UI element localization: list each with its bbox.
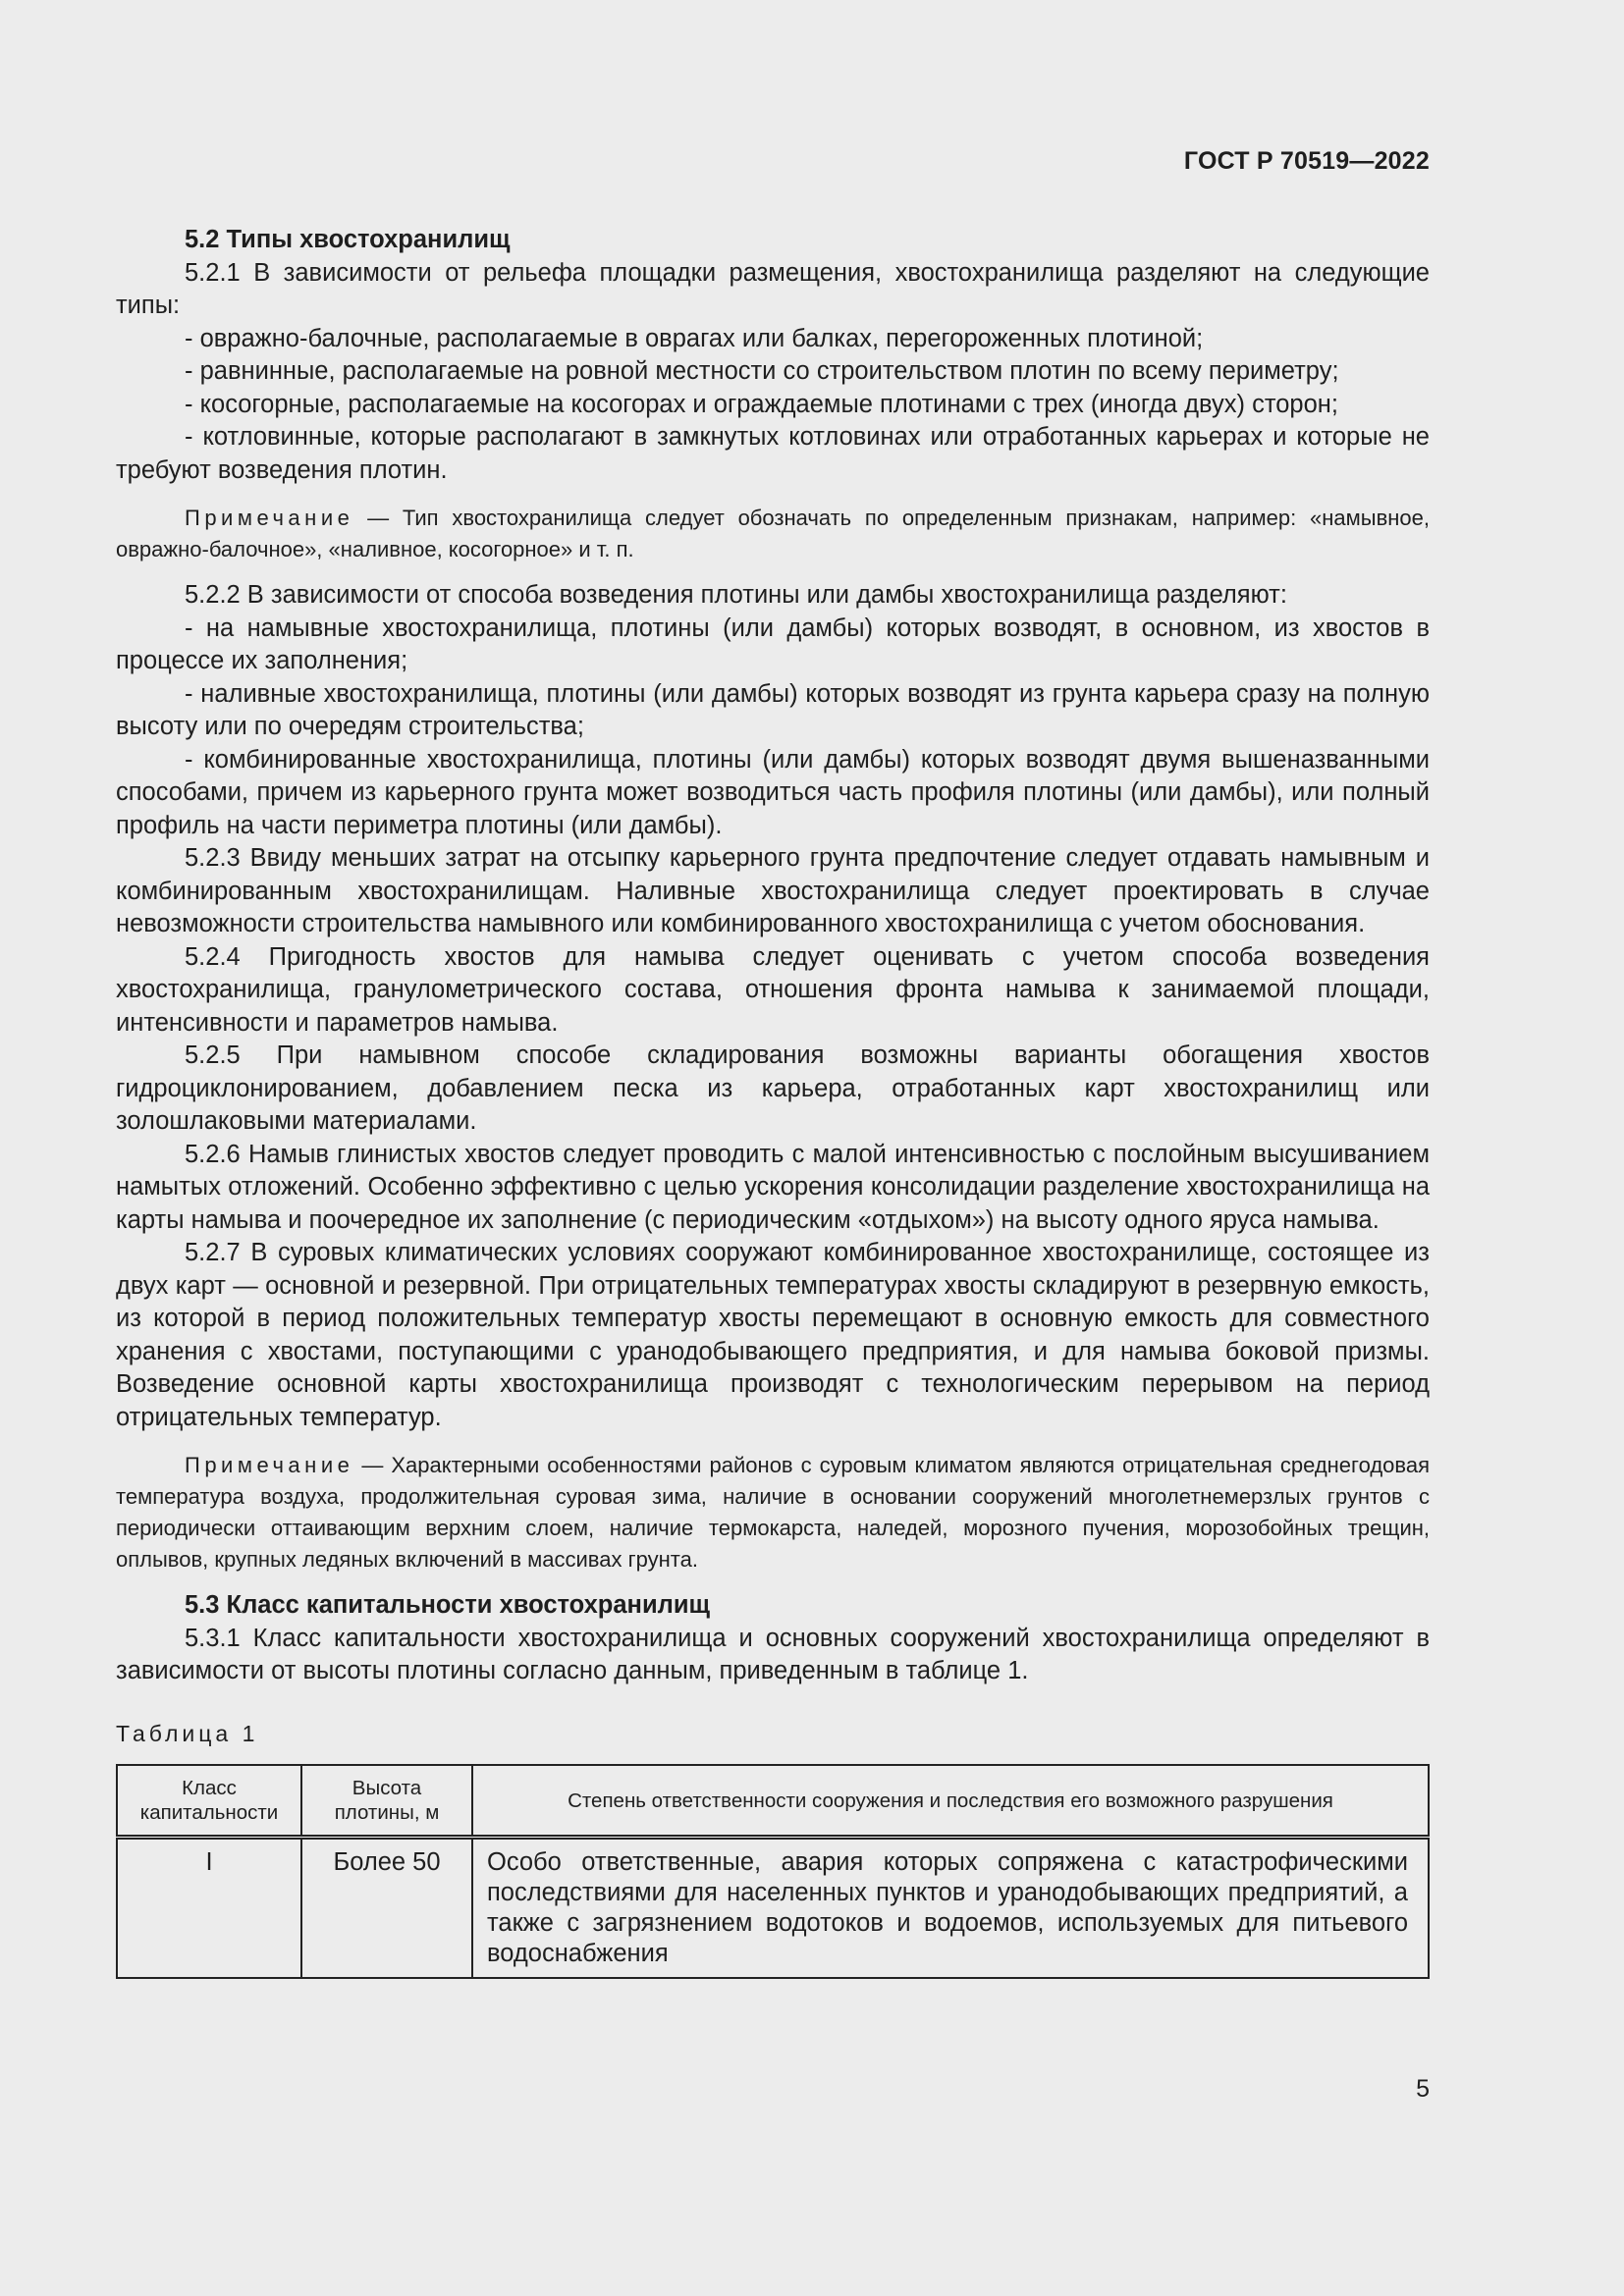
note-2 <box>116 1450 1430 1575</box>
list-item: - на намывные хвостохранилища, плотины (или дамбы) которых возводят, в основном, из хвостов в процессе их заполнения; <box>116 614 1430 674</box>
cell-height: Более 50 <box>301 1838 472 1979</box>
table-row <box>117 1838 1429 1979</box>
section-5-2-title: 5.2 Типы хвостохранилищ <box>185 226 511 253</box>
note-text: — Характерными особенностями районов с суровым климатом являются отрицательная среднегодовая температура воздуха, продолжительная суровая зима, наличие в основании сооружений многолетнемерзлых грунтов с периодически оттаивающим верхним слоем, наличие термокарста, наледей, морозного пучения, морозобойных трещин, оплывов, крупных ледяных включений в массивах грунта. <box>116 1453 1430 1572</box>
paragraph-5-2-1: 5.2.1 В зависимости от рельефа площадки размещения, хвостохранилища разделяют на следующие типы: <box>116 258 1430 319</box>
paragraph-5-2-3: 5.2.3 Ввиду меньших затрат на отсыпку карьерного грунта предпочтение следует отдавать намывным и комбинированным хвостохранилищам. Наливные хвостохранилища следует проектировать в случае невозможности строительства намывного или комбинированного хвостохранилища с учетом обоснования. <box>116 844 1430 937</box>
note-label: Примечание <box>185 1453 354 1477</box>
list-item: - косогорные, располагаемые на косогорах и ограждаемые плотинами с трех (иногда двух) сторон; <box>185 390 1338 418</box>
cell-class: I <box>117 1838 301 1979</box>
header-height: Высота плотины, м <box>301 1765 472 1838</box>
capital-class-table <box>116 1764 1430 1979</box>
paragraph-5-2-2: 5.2.2 В зависимости от способа возведения плотины или дамбы хвостохранилища разделяют: <box>185 581 1287 609</box>
list-item: - наливные хвостохранилища, плотины (или дамбы) которых возводят из грунта карьера сразу на полную высоту или по очередям строительства; <box>116 679 1430 740</box>
page-content <box>116 224 1430 1979</box>
section-5-3-title: 5.3 Класс капитальности хвостохранилищ <box>185 1591 711 1619</box>
paragraph-5-2-4: 5.2.4 Пригодность хвостов для намыва следует оценивать с учетом способа возведения хвостохранилища, гранулометрического состава, отношения фронта намыва к занимаемой площади, интенсивности и параметров намыва. <box>116 942 1430 1037</box>
list-item: - равнинные, располагаемые на ровной местности со строительством плотин по всему периметру; <box>185 357 1339 385</box>
list-item: - комбинированные хвостохранилища, плотины (или дамбы) которых возводят двумя вышеназванными способами, причем из карьерного грунта может возводиться часть профиля плотины (или дамбы), или полный профиль на части периметра плотины (или дамбы). <box>116 745 1430 839</box>
page-number: 5 <box>1416 2075 1430 2103</box>
header-responsibility: Степень ответственности сооружения и последствия его возможного разрушения <box>472 1765 1429 1838</box>
paragraph-5-2-5: 5.2.5 При намывном способе складирования возможны варианты обогащения хвостов гидроциклонированием, добавлением песка из карьера, отработанных карт хвостохранилищ или золошлаковыми материалами. <box>116 1041 1430 1135</box>
table-header-row <box>117 1765 1429 1838</box>
note-text: — Тип хвостохранилища следует обозначать по определенным признакам, например: «намывное, овражно-балочное», «наливное, косогорное» и т. п. <box>116 506 1430 561</box>
list-item: - котловинные, которые располагают в замкнутых котловинах или отработанных карьерах и которые не требуют возведения плотин. <box>116 423 1430 484</box>
note-label: Примечание <box>185 506 354 530</box>
cell-description: Особо ответственные, авария которых сопряжена с катастрофическими последствиями для населенных пунктов и уранодобывающих предприятий, а также с загрязнением водотоков и водоемов, используемых для питьевого водоснабжения <box>472 1838 1429 1979</box>
note-1 <box>116 503 1430 565</box>
table-caption: Таблица 1 <box>116 1720 259 1746</box>
list-item: - овражно-балочные, располагаемые в оврагах или балках, перегороженных плотиной; <box>185 324 1204 352</box>
paragraph-5-2-7: 5.2.7 В суровых климатических условиях сооружают комбинированное хвостохранилище, состоящее из двух карт — основной и резервной. При отрицательных температурах хвосты складируют в резервную емкость, из которой в период положительных температур хвосты перемещают в основную емкость для совместного хранения с хвостами, поступающими с уранодобывающего предприятия, и для намыва боковой призмы. Возведение основной карты хвостохранилища производят с технологическим перерывом на период отрицательных температур. <box>116 1239 1430 1431</box>
document-code-header: ГОСТ Р 70519—2022 <box>1183 147 1430 175</box>
paragraph-5-2-6: 5.2.6 Намыв глинистых хвостов следует проводить с малой интенсивностью с послойным высушиванием намытых отложений. Особенно эффективно с целью ускорения консолидации разделение хвостохранилища на карты намыва и поочередное их заполнение (с периодическим «отдыхом») на высоту одного яруса намыва. <box>116 1140 1430 1234</box>
header-class: Класс капитальности <box>117 1765 301 1838</box>
paragraph-5-3-1: 5.3.1 Класс капитальности хвостохранилища и основных сооружений хвостохранилища определяют в зависимости от высоты плотины согласно данным, приведенным в таблице 1. <box>116 1624 1430 1684</box>
